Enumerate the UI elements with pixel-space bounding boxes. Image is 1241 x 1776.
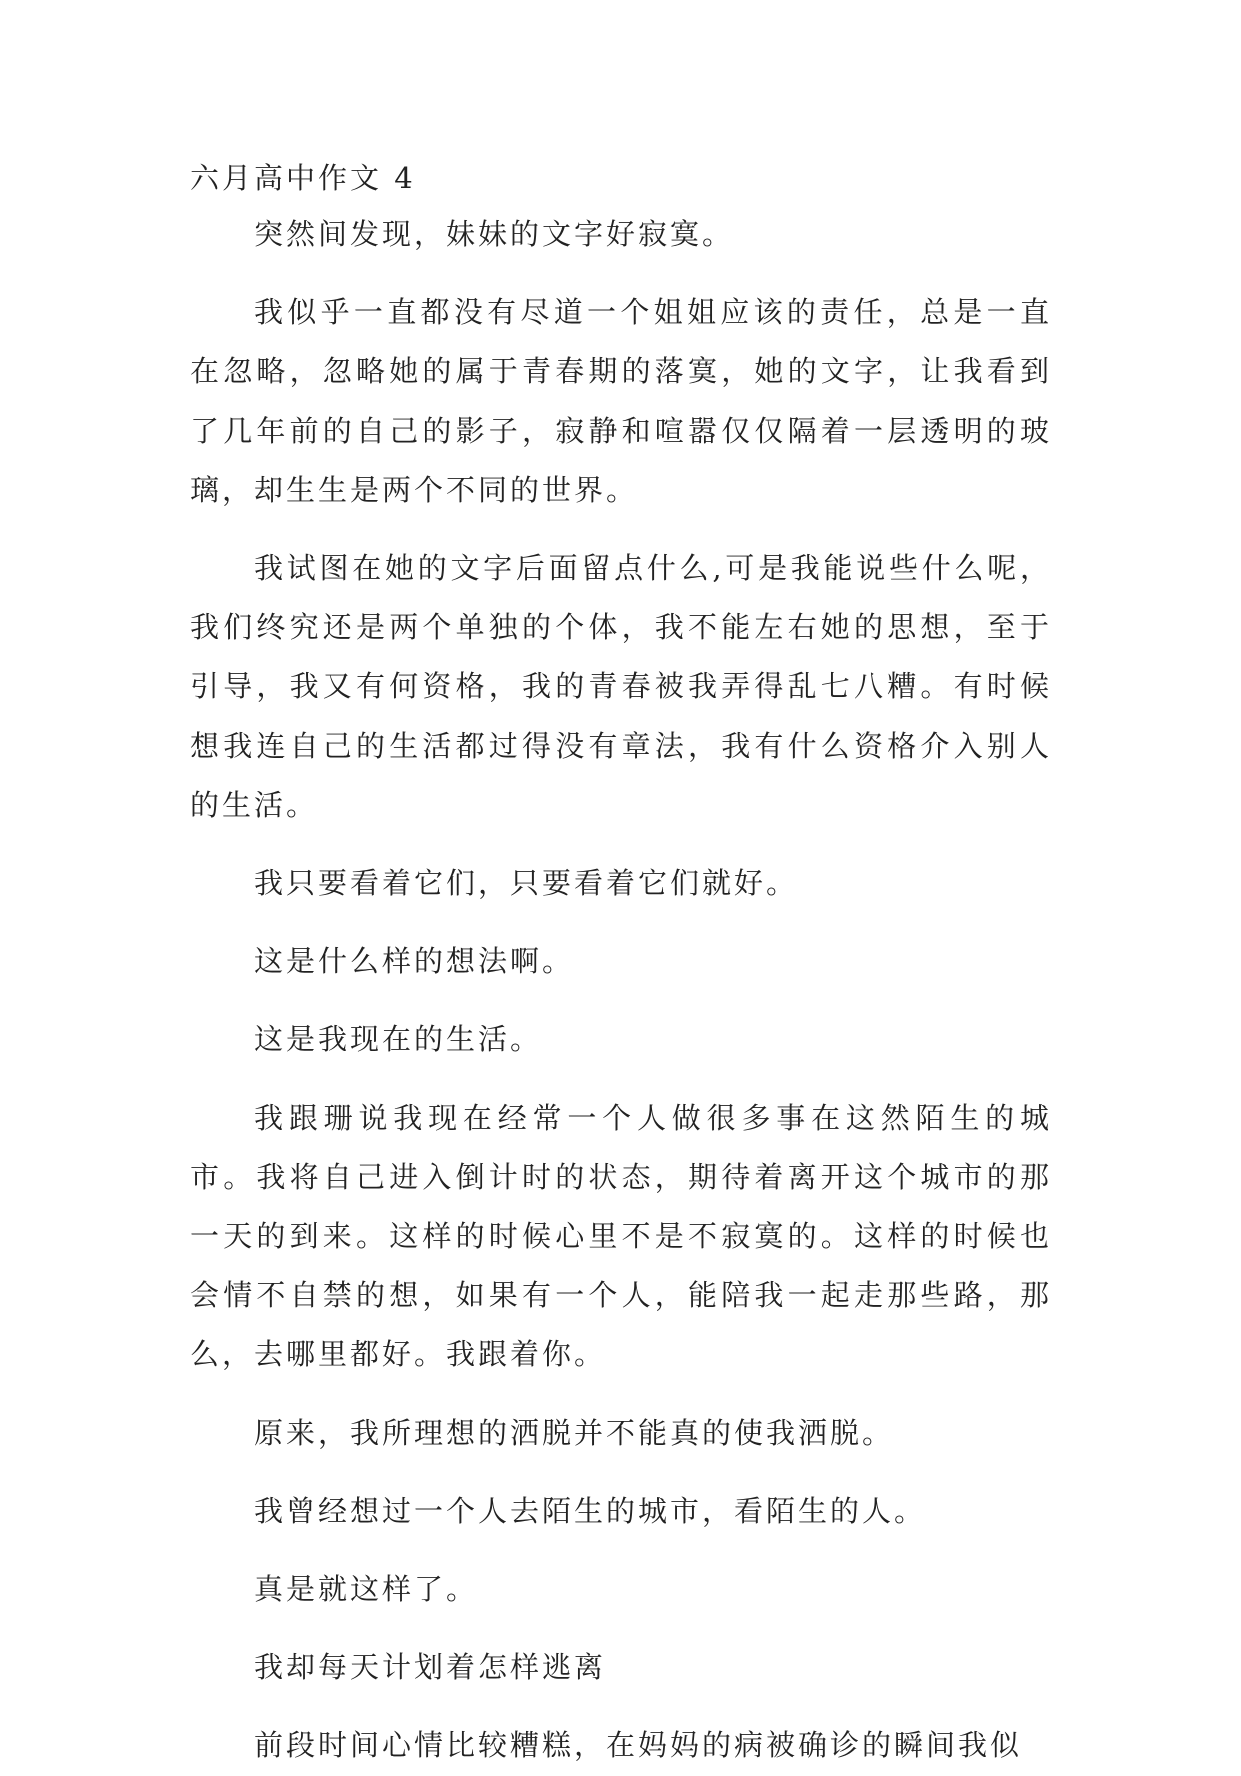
paragraph: 我只要看着它们，只要看着它们就好。 xyxy=(254,866,799,901)
paragraph: 我似乎一直都没有尽道一个姐姐应该的责任，总是一直在忽略，忽略她的属于青春期的落寞，她的文字，让我看到了几年前的自己的影子，寂静和喧嚣仅仅隔着一层透明的玻璃，却生生是两个不同的世界。 xyxy=(190,295,1052,507)
paragraph: 我跟珊说我现在经常一个人做很多事在这然陌生的城市。我将自己进入倒计时的状态，期待着离开这个城市的那一天的到来。这样的时候心里不是不寂寞的。这样的时候也会情不自禁的想，如果有一个人，能陪我一起走那些路，那么，去哪里都好。我跟着你。 xyxy=(190,1100,1052,1372)
paragraph: 前段时间心情比较糟糕，在妈妈的病被确诊的瞬间我似 xyxy=(254,1728,1023,1763)
paragraph: 我试图在她的文字后面留点什么,可是我能说些什么呢，我们终究还是两个单独的个体，我不能左右她的思想，至于引导，我又有何资格，我的青春被我弄得乱七八糟。有时候想我连自己的生活都过得没有章法，我有什么资格介入别人的生活。 xyxy=(190,551,1052,822)
essay-title: 六月高中作文 4 xyxy=(190,161,416,195)
document-body xyxy=(190,158,1052,1776)
paragraph: 我曾经想过一个人去陌生的城市，看陌生的人。 xyxy=(254,1493,927,1528)
paragraph: 原来，我所理想的洒脱并不能真的使我洒脱。 xyxy=(254,1415,895,1450)
paragraph: 真是就这样了。 xyxy=(254,1572,479,1607)
paragraph: 我却每天计划着怎样逃离 xyxy=(254,1650,607,1685)
paragraph: 这是什么样的想法啊。 xyxy=(254,944,575,979)
paragraph: 突然间发现，妹妹的文字好寂寞。 xyxy=(254,217,735,251)
paragraph: 这是我现在的生活。 xyxy=(254,1022,543,1057)
